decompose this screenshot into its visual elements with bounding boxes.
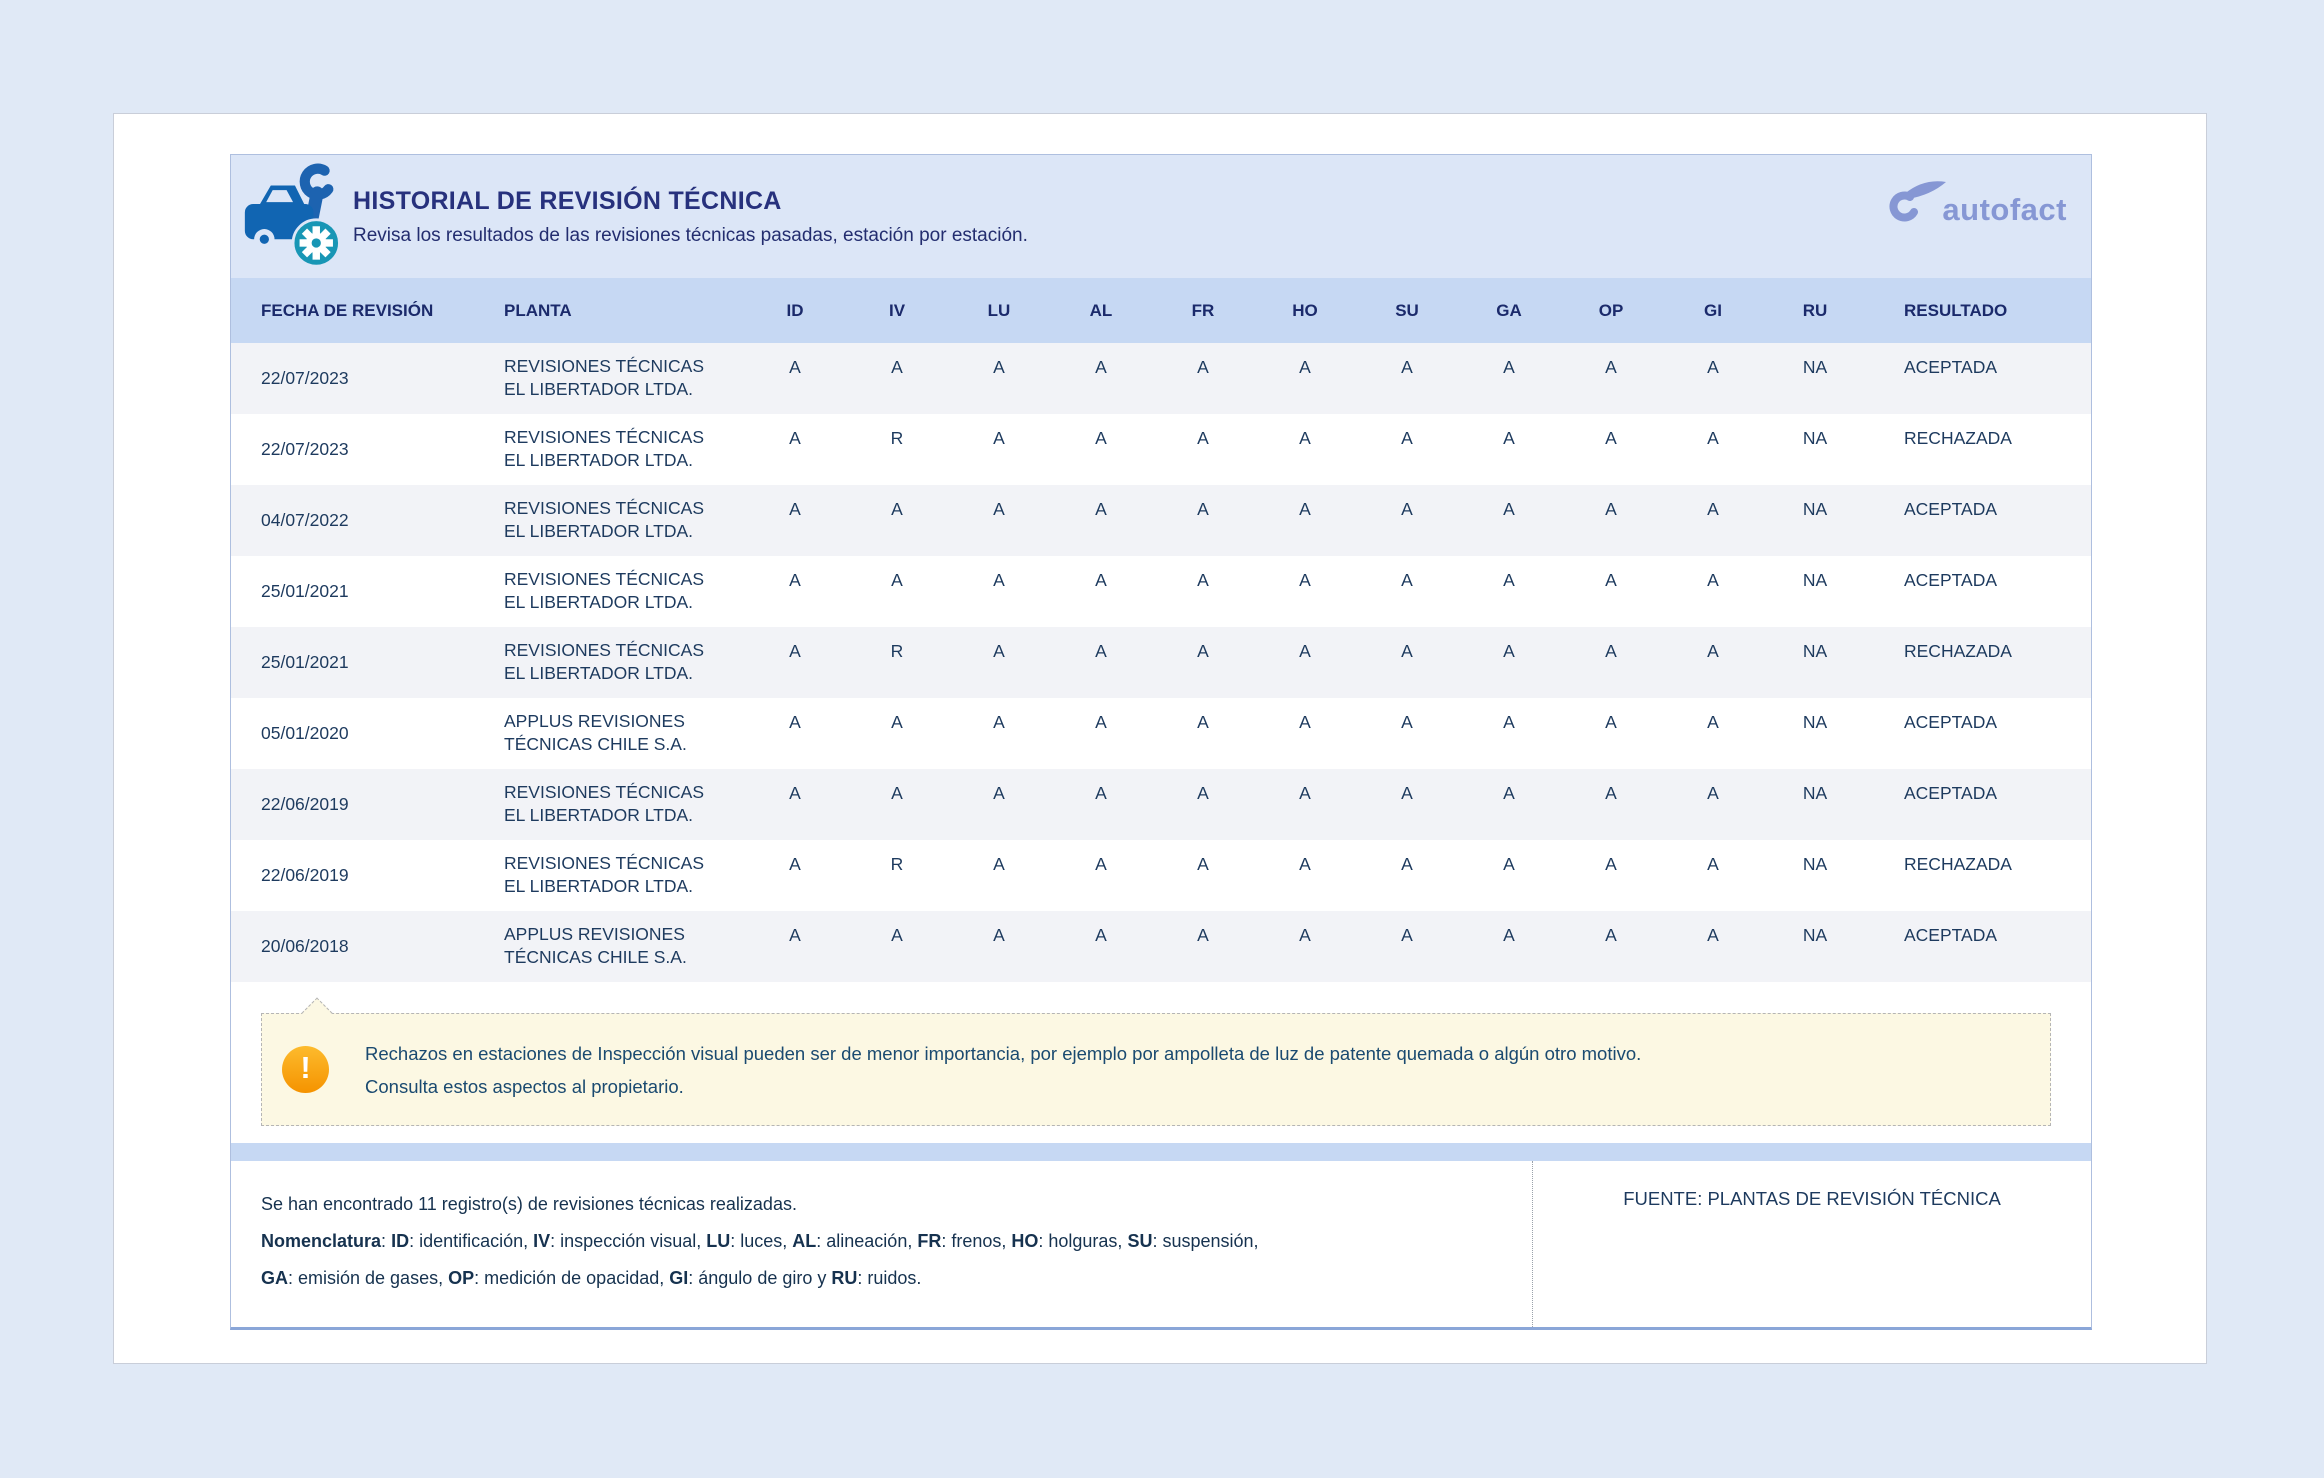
nomenclatura-segment: : ángulo de giro y: [688, 1268, 832, 1288]
cell-station-result: A: [1299, 570, 1311, 590]
nomenclatura-segment: : emisión de gases,: [288, 1268, 449, 1288]
warning-note: [261, 1013, 2051, 1126]
planta-line: EL LIBERTADOR LTDA.: [504, 450, 693, 470]
cell-planta: [504, 769, 744, 840]
cell-station-result: A: [1299, 499, 1311, 519]
cell-station-result: A: [1401, 570, 1413, 590]
cell-fecha: 20/06/2018: [261, 936, 349, 956]
table-row: [231, 698, 2091, 769]
nomenclatura-segment: : luces,: [730, 1231, 793, 1251]
nomenclatura-segment: OP: [448, 1268, 475, 1288]
card-footer: [231, 1161, 2091, 1327]
cell-station-result: A: [1197, 499, 1209, 519]
autofact-logo-text: autofact: [1942, 192, 2067, 227]
table-row: [231, 627, 2091, 698]
planta-line: EL LIBERTADOR LTDA.: [504, 592, 693, 612]
cell-station-result: A: [993, 783, 1005, 803]
cell-station-result: A: [1503, 357, 1515, 377]
cell-station-result: A: [993, 854, 1005, 874]
nomenclatura-segment: GA: [261, 1268, 288, 1288]
cell-station-result: A: [1605, 499, 1617, 519]
planta-line: REVISIONES TÉCNICAS: [504, 427, 705, 447]
cell-station-result: A: [891, 712, 903, 732]
planta-line: EL LIBERTADOR LTDA.: [504, 379, 693, 399]
column-header: IV: [888, 300, 906, 320]
cell-station-result: A: [1299, 712, 1311, 732]
cell-station-result: A: [789, 357, 801, 377]
cell-station-result: R: [890, 641, 904, 661]
cell-resultado: RECHAZADA: [1904, 854, 2012, 874]
cell-station-result: A: [1095, 925, 1107, 945]
nomenclatura-segment: : identificación,: [409, 1231, 534, 1251]
nomenclatura-segment: :: [381, 1231, 392, 1251]
footer-summary-block: [231, 1161, 1533, 1327]
cell-resultado: ACEPTADA: [1904, 499, 1998, 519]
cell-station-result: NA: [1802, 641, 1828, 661]
nomenclatura-segment: : inspección visual,: [550, 1231, 707, 1251]
cell-station-result: A: [1707, 357, 1719, 377]
gear-icon: [293, 219, 339, 265]
cell-planta: [504, 414, 744, 485]
cell-fecha: 04/07/2022: [261, 510, 349, 530]
cell-station-result: NA: [1802, 783, 1828, 803]
column-header: GA: [1496, 300, 1522, 320]
nomenclatura-segment: FR: [917, 1231, 942, 1251]
nomenclatura-segment: LU: [706, 1231, 731, 1251]
column-header: SU: [1395, 300, 1419, 320]
cell-station-result: A: [993, 357, 1005, 377]
cell-station-result: A: [789, 570, 801, 590]
cell-station-result: A: [1095, 428, 1107, 448]
nomenclatura-line-2: [261, 1260, 1532, 1297]
cell-station-result: A: [1401, 357, 1413, 377]
table-row: [231, 485, 2091, 556]
cell-station-result: A: [1299, 428, 1311, 448]
column-header: HO: [1292, 300, 1318, 320]
table-row: [231, 556, 2091, 627]
cell-station-result: A: [891, 925, 903, 945]
nomenclatura-segment: : holguras,: [1038, 1231, 1128, 1251]
planta-line: EL LIBERTADOR LTDA.: [504, 805, 693, 825]
cell-fecha: 25/01/2021: [261, 581, 349, 601]
car-wrench-icon: [243, 161, 345, 273]
cell-station-result: A: [1401, 712, 1413, 732]
cell-station-result: NA: [1802, 357, 1828, 377]
cell-planta: [504, 343, 744, 414]
note-line: Rechazos en estaciones de Inspección visual pueden ser de menor importancia, por ejemplo por ampolleta de luz de patente quemada o algún otro motivo.: [365, 1042, 1642, 1064]
cell-station-result: A: [789, 428, 801, 448]
cell-station-result: A: [1095, 641, 1107, 661]
cell-station-result: A: [1605, 783, 1617, 803]
cell-station-result: A: [1197, 357, 1209, 377]
cell-station-result: A: [891, 570, 903, 590]
cell-station-result: A: [1095, 854, 1107, 874]
cell-station-result: A: [1707, 499, 1719, 519]
table-row: [231, 769, 2091, 840]
cell-station-result: R: [890, 854, 904, 874]
warning-icon: !: [282, 1046, 329, 1093]
cell-station-result: A: [993, 641, 1005, 661]
cell-station-result: A: [1197, 570, 1209, 590]
cell-resultado: RECHAZADA: [1904, 641, 2012, 661]
cell-station-result: A: [1707, 712, 1719, 732]
revision-table-body: [231, 343, 2091, 982]
cell-station-result: A: [1503, 783, 1515, 803]
cell-station-result: A: [789, 499, 801, 519]
cell-station-result: A: [1503, 854, 1515, 874]
cell-station-result: A: [1605, 570, 1617, 590]
cell-resultado: ACEPTADA: [1904, 570, 1998, 590]
cell-station-result: NA: [1802, 570, 1828, 590]
table-row: [231, 414, 2091, 485]
cell-station-result: A: [1605, 357, 1617, 377]
table-row: [231, 343, 2091, 414]
nomenclatura-segment: HO: [1011, 1231, 1039, 1251]
cell-station-result: R: [890, 428, 904, 448]
warning-note-text: [365, 1037, 1641, 1103]
cell-station-result: A: [1299, 357, 1311, 377]
separator-bar: [231, 1143, 2091, 1161]
table-row: [231, 911, 2091, 982]
page-title: HISTORIAL DE REVISIÓN TÉCNICA: [353, 186, 782, 215]
cell-station-result: A: [1503, 570, 1515, 590]
cell-station-result: A: [1095, 499, 1107, 519]
nomenclatura-segment: ID: [391, 1231, 410, 1251]
planta-line: EL LIBERTADOR LTDA.: [504, 876, 693, 896]
cell-fecha: 22/06/2019: [261, 794, 349, 814]
cell-station-result: A: [1197, 925, 1209, 945]
cell-station-result: A: [1707, 783, 1719, 803]
cell-station-result: A: [1605, 712, 1617, 732]
cell-planta: [504, 698, 744, 769]
nomenclatura-segment: : suspensión,: [1152, 1231, 1259, 1251]
cell-fecha: 22/07/2023: [261, 368, 349, 388]
cell-station-result: A: [1605, 428, 1617, 448]
cell-resultado: ACEPTADA: [1904, 712, 1998, 732]
column-header: AL: [1089, 300, 1113, 320]
cell-resultado: RECHAZADA: [1904, 428, 2012, 448]
cell-planta: [504, 556, 744, 627]
cell-station-result: A: [1197, 783, 1209, 803]
cell-station-result: A: [789, 783, 801, 803]
note-line: Consulta estos aspectos al propietario.: [365, 1075, 684, 1097]
cell-resultado: ACEPTADA: [1904, 925, 1998, 945]
nomenclatura-segment: : frenos,: [941, 1231, 1012, 1251]
cell-station-result: A: [1503, 641, 1515, 661]
cell-station-result: A: [1095, 570, 1107, 590]
cell-station-result: A: [1707, 570, 1719, 590]
cell-station-result: A: [1197, 641, 1209, 661]
cell-station-result: A: [891, 357, 903, 377]
cell-station-result: A: [1095, 712, 1107, 732]
cell-station-result: NA: [1802, 712, 1828, 732]
autofact-logo: [1886, 179, 2067, 225]
planta-line: REVISIONES TÉCNICAS: [504, 569, 705, 589]
planta-line: TÉCNICAS CHILE S.A.: [504, 947, 687, 967]
cell-station-result: A: [1503, 499, 1515, 519]
column-header: GI: [1704, 300, 1722, 320]
cell-station-result: A: [1401, 854, 1413, 874]
cell-station-result: A: [1401, 783, 1413, 803]
cell-station-result: A: [1299, 641, 1311, 661]
nomenclatura-segment: GI: [669, 1268, 689, 1288]
cell-station-result: A: [1503, 925, 1515, 945]
planta-line: REVISIONES TÉCNICAS: [504, 782, 705, 802]
cell-station-result: A: [789, 641, 801, 661]
cell-station-result: NA: [1802, 854, 1828, 874]
cell-station-result: A: [993, 428, 1005, 448]
cell-resultado: ACEPTADA: [1904, 357, 1998, 377]
cell-planta: [504, 627, 744, 698]
column-header: FR: [1191, 300, 1215, 320]
nomenclatura-line-1: [261, 1223, 1532, 1260]
table-header-row: [231, 278, 2091, 343]
column-header: ID: [786, 300, 804, 320]
cell-station-result: A: [1503, 712, 1515, 732]
note-tail: [301, 997, 332, 1028]
cell-station-result: A: [993, 499, 1005, 519]
column-header: RU: [1802, 300, 1828, 320]
nomenclatura-segment: : alineación,: [816, 1231, 918, 1251]
card-header: [231, 155, 2091, 278]
cell-planta: [504, 911, 744, 982]
cell-station-result: A: [993, 925, 1005, 945]
cell-station-result: A: [1197, 712, 1209, 732]
planta-line: APPLUS REVISIONES: [504, 924, 685, 944]
cell-station-result: NA: [1802, 499, 1828, 519]
nomenclatura-segment: : ruidos.: [857, 1268, 922, 1288]
header-titles: [353, 187, 1028, 247]
cell-station-result: A: [1707, 925, 1719, 945]
cell-planta: [504, 840, 744, 911]
revision-table: [231, 278, 2091, 982]
planta-line: REVISIONES TÉCNICAS: [504, 640, 705, 660]
cell-station-result: A: [1299, 783, 1311, 803]
column-header: FECHA DE REVISIÓN: [261, 300, 434, 320]
table-row: [231, 840, 2091, 911]
cell-station-result: A: [1707, 854, 1719, 874]
column-header: LU: [987, 300, 1011, 320]
cell-station-result: A: [891, 783, 903, 803]
cell-planta: [504, 485, 744, 556]
cell-station-result: A: [1197, 428, 1209, 448]
cell-station-result: A: [1299, 925, 1311, 945]
cell-fecha: 05/01/2020: [261, 723, 349, 743]
column-header: RESULTADO: [1904, 300, 2008, 320]
cell-fecha: 25/01/2021: [261, 652, 349, 672]
autofact-logo-icon: [1886, 179, 1948, 225]
nomenclatura-segment: SU: [1127, 1231, 1153, 1251]
report-panel: [113, 113, 2207, 1364]
cell-station-result: A: [1197, 854, 1209, 874]
cell-fecha: 22/07/2023: [261, 439, 349, 459]
nomenclatura-segment: RU: [831, 1268, 858, 1288]
planta-line: REVISIONES TÉCNICAS: [504, 853, 705, 873]
cell-station-result: A: [1401, 499, 1413, 519]
cell-station-result: A: [1605, 925, 1617, 945]
cell-station-result: A: [1605, 641, 1617, 661]
cell-station-result: A: [1503, 428, 1515, 448]
nomenclatura-segment: Nomenclatura: [261, 1231, 382, 1251]
cell-resultado: ACEPTADA: [1904, 783, 1998, 803]
planta-line: EL LIBERTADOR LTDA.: [504, 663, 693, 683]
cell-station-result: A: [1095, 357, 1107, 377]
cell-station-result: A: [789, 925, 801, 945]
cell-station-result: A: [1707, 428, 1719, 448]
cell-station-result: A: [1095, 783, 1107, 803]
cell-fecha: 22/06/2019: [261, 865, 349, 885]
revision-history-card: [230, 154, 2092, 1330]
records-summary: Se han encontrado 11 registro(s) de revisiones técnicas realizadas.: [261, 1194, 797, 1214]
cell-station-result: A: [789, 712, 801, 732]
source-label: FUENTE: PLANTAS DE REVISIÓN TÉCNICA: [1623, 1188, 2001, 1209]
nomenclatura-segment: : medición de opacidad,: [474, 1268, 670, 1288]
cell-station-result: A: [1401, 925, 1413, 945]
footer-source: [1533, 1161, 2091, 1327]
planta-line: TÉCNICAS CHILE S.A.: [504, 734, 687, 754]
cell-station-result: NA: [1802, 428, 1828, 448]
planta-line: EL LIBERTADOR LTDA.: [504, 521, 693, 541]
column-header: PLANTA: [504, 300, 572, 320]
cell-station-result: A: [1605, 854, 1617, 874]
cell-station-result: A: [1401, 641, 1413, 661]
cell-station-result: A: [993, 570, 1005, 590]
planta-line: REVISIONES TÉCNICAS: [504, 498, 705, 518]
planta-line: REVISIONES TÉCNICAS: [504, 356, 705, 376]
cell-station-result: A: [1707, 641, 1719, 661]
cell-station-result: NA: [1802, 925, 1828, 945]
nomenclatura-segment: AL: [792, 1231, 817, 1251]
cell-station-result: A: [993, 712, 1005, 732]
cell-station-result: A: [891, 499, 903, 519]
nomenclatura-segment: IV: [533, 1231, 551, 1251]
cell-station-result: A: [1299, 854, 1311, 874]
page-subtitle: Revisa los resultados de las revisiones técnicas pasadas, estación por estación.: [353, 224, 1028, 246]
column-header: OP: [1598, 300, 1624, 320]
cell-station-result: A: [1401, 428, 1413, 448]
planta-line: APPLUS REVISIONES: [504, 711, 685, 731]
cell-station-result: A: [789, 854, 801, 874]
